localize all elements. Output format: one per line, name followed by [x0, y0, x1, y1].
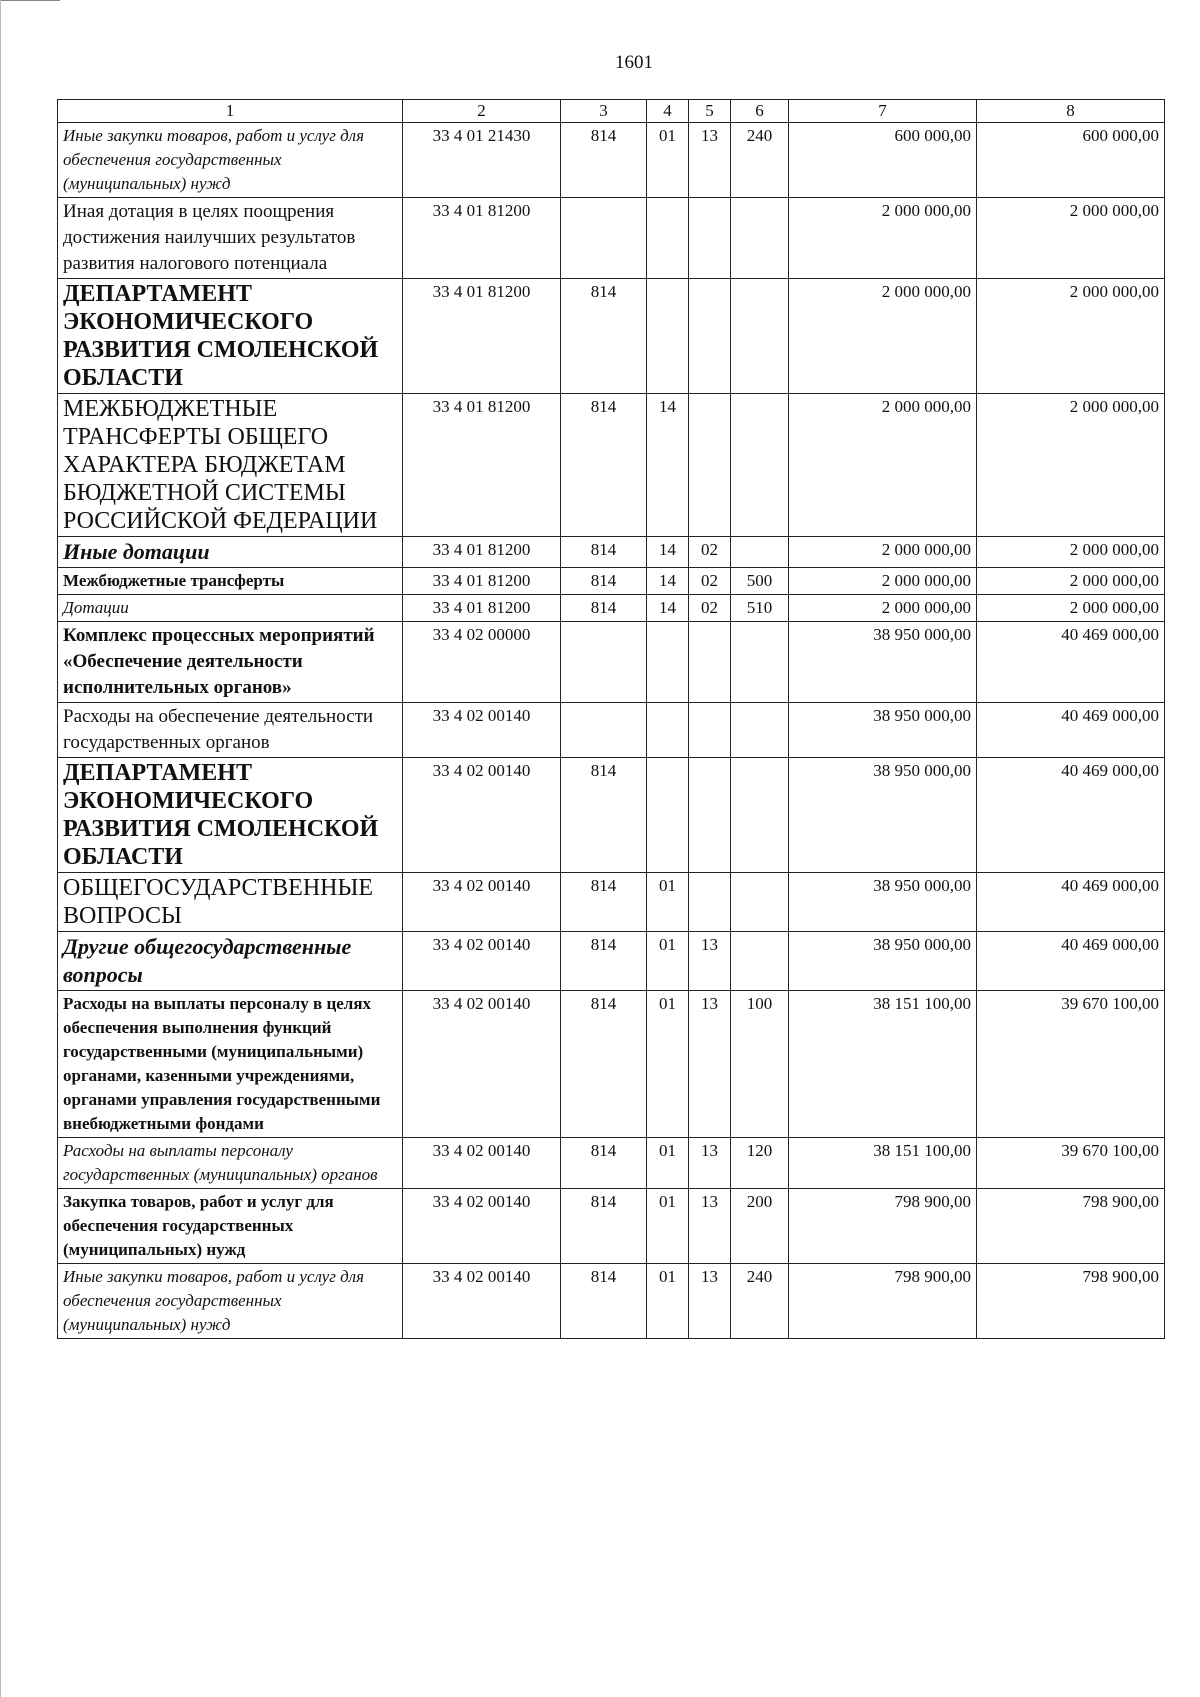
ministry-code-cell: 814 — [561, 279, 647, 394]
expense-type-cell: 200 — [731, 1189, 789, 1264]
row-name-cell: Межбюджетные трансферты — [58, 568, 403, 595]
subsection-cell: 13 — [689, 1189, 731, 1264]
amount-year1-cell: 2 000 000,00 — [789, 279, 977, 394]
row-name-cell: Расходы на выплаты персоналу государственных (муниципальных) органов — [58, 1138, 403, 1189]
amount-year2-cell: 798 900,00 — [977, 1189, 1165, 1264]
row-name-cell: Закупка товаров, работ и услуг для обеспечения государственных (муниципальных) нужд — [58, 1189, 403, 1264]
section-cell — [647, 279, 689, 394]
table-row — [58, 932, 1165, 991]
target-code-cell: 33 4 01 21430 — [403, 123, 561, 198]
amount-year2-cell: 40 469 000,00 — [977, 758, 1165, 873]
scan-edge-left — [0, 0, 1, 1697]
table-row — [58, 279, 1165, 394]
expense-type-cell: 120 — [731, 1138, 789, 1189]
section-cell: 14 — [647, 595, 689, 622]
page-number: 1601 — [615, 52, 653, 73]
subsection-cell: 02 — [689, 568, 731, 595]
amount-year1-cell: 798 900,00 — [789, 1189, 977, 1264]
target-code-cell: 33 4 01 81200 — [403, 537, 561, 568]
expense-type-cell — [731, 198, 789, 279]
section-cell: 01 — [647, 932, 689, 991]
row-name-cell: МЕЖБЮДЖЕТНЫЕ ТРАНСФЕРТЫ ОБЩЕГО ХАРАКТЕРА БЮДЖЕТАМ БЮДЖЕТНОЙ СИСТЕМЫ РОССИЙСКОЙ ФЕДЕРАЦИИ — [58, 394, 403, 537]
table-row — [58, 394, 1165, 537]
amount-year1-cell: 2 000 000,00 — [789, 198, 977, 279]
row-name-cell: Иная дотация в целях поощрения достижения наилучших результатов развития налогового потенциала — [58, 198, 403, 279]
row-name-cell: ДЕПАРТАМЕНТ ЭКОНОМИЧЕСКОГО РАЗВИТИЯ СМОЛЕНСКОЙ ОБЛАСТИ — [58, 279, 403, 394]
ministry-code-cell: 814 — [561, 595, 647, 622]
target-code-cell: 33 4 02 00000 — [403, 622, 561, 703]
expense-type-cell: 500 — [731, 568, 789, 595]
table-row — [58, 622, 1165, 703]
amount-year2-cell: 2 000 000,00 — [977, 595, 1165, 622]
expense-type-cell: 240 — [731, 123, 789, 198]
subsection-cell — [689, 394, 731, 537]
table-row — [58, 537, 1165, 568]
row-name-cell: Комплекс процессных мероприятий «Обеспечение деятельности исполнительных органов» — [58, 622, 403, 703]
amount-year1-cell: 600 000,00 — [789, 123, 977, 198]
column-header: 4 — [647, 100, 689, 123]
expense-type-cell — [731, 394, 789, 537]
section-cell: 14 — [647, 394, 689, 537]
section-cell: 01 — [647, 991, 689, 1138]
table-row — [58, 1138, 1165, 1189]
expense-type-cell — [731, 279, 789, 394]
amount-year1-cell: 2 000 000,00 — [789, 394, 977, 537]
amount-year1-cell: 38 950 000,00 — [789, 758, 977, 873]
subsection-cell: 13 — [689, 123, 731, 198]
target-code-cell: 33 4 02 00140 — [403, 991, 561, 1138]
section-cell: 01 — [647, 873, 689, 932]
ministry-code-cell — [561, 622, 647, 703]
amount-year1-cell: 38 151 100,00 — [789, 1138, 977, 1189]
section-cell: 01 — [647, 1189, 689, 1264]
subsection-cell: 13 — [689, 991, 731, 1138]
subsection-cell: 02 — [689, 595, 731, 622]
target-code-cell: 33 4 01 81200 — [403, 568, 561, 595]
amount-year2-cell: 2 000 000,00 — [977, 537, 1165, 568]
subsection-cell — [689, 622, 731, 703]
row-name-cell: Иные дотации — [58, 537, 403, 568]
expense-type-cell — [731, 932, 789, 991]
section-cell: 01 — [647, 1264, 689, 1339]
ministry-code-cell: 814 — [561, 873, 647, 932]
amount-year2-cell: 39 670 100,00 — [977, 1138, 1165, 1189]
amount-year2-cell: 2 000 000,00 — [977, 568, 1165, 595]
section-cell: 14 — [647, 568, 689, 595]
row-name-cell: Другие общегосударственные вопросы — [58, 932, 403, 991]
subsection-cell — [689, 198, 731, 279]
expense-type-cell — [731, 622, 789, 703]
ministry-code-cell — [561, 198, 647, 279]
ministry-code-cell — [561, 703, 647, 758]
row-name-cell: Иные закупки товаров, работ и услуг для обеспечения государственных (муниципальных) нужд — [58, 1264, 403, 1339]
target-code-cell: 33 4 02 00140 — [403, 703, 561, 758]
section-cell: 01 — [647, 123, 689, 198]
table-row — [58, 703, 1165, 758]
table-row — [58, 873, 1165, 932]
scan-edge-top — [0, 0, 60, 1]
amount-year1-cell: 798 900,00 — [789, 1264, 977, 1339]
ministry-code-cell: 814 — [561, 932, 647, 991]
target-code-cell: 33 4 01 81200 — [403, 394, 561, 537]
ministry-code-cell: 814 — [561, 991, 647, 1138]
table-row — [58, 1264, 1165, 1339]
row-name-cell: Дотации — [58, 595, 403, 622]
subsection-cell — [689, 279, 731, 394]
section-cell — [647, 703, 689, 758]
subsection-cell — [689, 873, 731, 932]
section-cell: 14 — [647, 537, 689, 568]
section-cell — [647, 198, 689, 279]
amount-year1-cell: 2 000 000,00 — [789, 595, 977, 622]
table-header-row — [58, 100, 1165, 123]
ministry-code-cell: 814 — [561, 1189, 647, 1264]
section-cell — [647, 622, 689, 703]
row-name-cell: ОБЩЕГОСУДАРСТВЕННЫЕ ВОПРОСЫ — [58, 873, 403, 932]
section-cell: 01 — [647, 1138, 689, 1189]
amount-year1-cell: 38 950 000,00 — [789, 703, 977, 758]
table-row — [58, 991, 1165, 1138]
target-code-cell: 33 4 02 00140 — [403, 1189, 561, 1264]
target-code-cell: 33 4 01 81200 — [403, 595, 561, 622]
ministry-code-cell: 814 — [561, 758, 647, 873]
amount-year2-cell: 798 900,00 — [977, 1264, 1165, 1339]
target-code-cell: 33 4 02 00140 — [403, 1264, 561, 1339]
expense-type-cell: 100 — [731, 991, 789, 1138]
column-header: 5 — [689, 100, 731, 123]
section-cell — [647, 758, 689, 873]
column-header: 6 — [731, 100, 789, 123]
amount-year1-cell: 2 000 000,00 — [789, 568, 977, 595]
expense-type-cell — [731, 537, 789, 568]
table-row — [58, 758, 1165, 873]
amount-year1-cell: 38 950 000,00 — [789, 622, 977, 703]
row-name-cell: Иные закупки товаров, работ и услуг для обеспечения государственных (муниципальных) нужд — [58, 123, 403, 198]
target-code-cell: 33 4 02 00140 — [403, 873, 561, 932]
amount-year2-cell: 600 000,00 — [977, 123, 1165, 198]
ministry-code-cell: 814 — [561, 123, 647, 198]
budget-table — [57, 99, 1165, 1339]
amount-year2-cell: 40 469 000,00 — [977, 622, 1165, 703]
ministry-code-cell: 814 — [561, 394, 647, 537]
table-row — [58, 1189, 1165, 1264]
row-name-cell: ДЕПАРТАМЕНТ ЭКОНОМИЧЕСКОГО РАЗВИТИЯ СМОЛЕНСКОЙ ОБЛАСТИ — [58, 758, 403, 873]
row-name-cell: Расходы на обеспечение деятельности государственных органов — [58, 703, 403, 758]
column-header: 3 — [561, 100, 647, 123]
expense-type-cell: 510 — [731, 595, 789, 622]
ministry-code-cell: 814 — [561, 1264, 647, 1339]
subsection-cell: 13 — [689, 1138, 731, 1189]
table-row — [58, 123, 1165, 198]
amount-year2-cell: 40 469 000,00 — [977, 703, 1165, 758]
ministry-code-cell: 814 — [561, 537, 647, 568]
ministry-code-cell: 814 — [561, 568, 647, 595]
amount-year2-cell: 2 000 000,00 — [977, 394, 1165, 537]
target-code-cell: 33 4 01 81200 — [403, 279, 561, 394]
subsection-cell: 13 — [689, 1264, 731, 1339]
subsection-cell: 13 — [689, 932, 731, 991]
amount-year1-cell: 38 151 100,00 — [789, 991, 977, 1138]
expense-type-cell: 240 — [731, 1264, 789, 1339]
amount-year2-cell: 2 000 000,00 — [977, 198, 1165, 279]
table-row — [58, 198, 1165, 279]
expense-type-cell — [731, 873, 789, 932]
amount-year2-cell: 40 469 000,00 — [977, 932, 1165, 991]
column-header: 1 — [58, 100, 403, 123]
target-code-cell: 33 4 02 00140 — [403, 932, 561, 991]
amount-year1-cell: 38 950 000,00 — [789, 932, 977, 991]
expense-type-cell — [731, 758, 789, 873]
column-header: 7 — [789, 100, 977, 123]
amount-year1-cell: 38 950 000,00 — [789, 873, 977, 932]
target-code-cell: 33 4 02 00140 — [403, 758, 561, 873]
table-row — [58, 595, 1165, 622]
table-row — [58, 568, 1165, 595]
subsection-cell: 02 — [689, 537, 731, 568]
target-code-cell: 33 4 01 81200 — [403, 198, 561, 279]
row-name-cell: Расходы на выплаты персоналу в целях обеспечения выполнения функций государственными (муниципальными) органами, казенными учреждениями, органами управления государственными внебюджетными фондами — [58, 991, 403, 1138]
column-header: 2 — [403, 100, 561, 123]
amount-year2-cell: 40 469 000,00 — [977, 873, 1165, 932]
column-header: 8 — [977, 100, 1165, 123]
amount-year1-cell: 2 000 000,00 — [789, 537, 977, 568]
expense-type-cell — [731, 703, 789, 758]
ministry-code-cell: 814 — [561, 1138, 647, 1189]
subsection-cell — [689, 703, 731, 758]
target-code-cell: 33 4 02 00140 — [403, 1138, 561, 1189]
amount-year2-cell: 2 000 000,00 — [977, 279, 1165, 394]
amount-year2-cell: 39 670 100,00 — [977, 991, 1165, 1138]
subsection-cell — [689, 758, 731, 873]
